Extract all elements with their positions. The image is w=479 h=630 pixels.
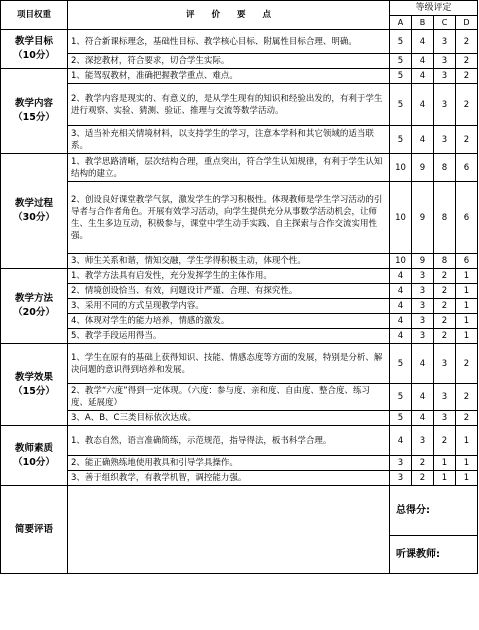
grade-score-a[interactable]: 4 [390, 314, 412, 329]
grade-score-a[interactable]: 3 [390, 471, 412, 486]
grade-score-d[interactable]: 1 [456, 269, 478, 284]
criteria-body [1, 30, 478, 486]
category-name: 教学目标 [14, 36, 53, 47]
category-weight: （30分） [13, 212, 55, 223]
grade-score-b[interactable]: 2 [412, 456, 434, 471]
grade-score-a[interactable]: 5 [390, 384, 412, 411]
criterion-text: 1、学生在原有的基础上获得知识、技能、情感态度等方面的发展，特别是分析、解决问题的意识得到培养和发展。 [68, 344, 390, 384]
grade-score-c[interactable]: 2 [434, 314, 456, 329]
grade-score-a[interactable]: 10 [390, 154, 412, 182]
grade-score-b[interactable]: 3 [412, 426, 434, 456]
grade-score-c[interactable]: 3 [434, 84, 456, 126]
grade-score-d[interactable]: 2 [456, 54, 478, 69]
grade-score-a[interactable]: 4 [390, 284, 412, 299]
grade-score-d[interactable]: 2 [456, 30, 478, 54]
criterion-text: 2、教学内容是现实的、有意义的，是从学生现有的知识和经验出发的，有利于学生进行观察、实验、猜测、验证、推理与交流等数学活动。 [68, 84, 390, 126]
criterion-text: 1、教学思路清晰，层次结构合理，重点突出，符合学生认知规律，有利于学生认知结构的建立。 [68, 154, 390, 182]
criterion-text: 3、A、B、C三类目标依次达成。 [68, 411, 390, 426]
grade-score-c[interactable]: 8 [434, 154, 456, 182]
category-weight: （10分） [13, 456, 55, 468]
table-row [1, 344, 478, 384]
grade-score-a[interactable]: 10 [390, 182, 412, 254]
grade-score-b[interactable]: 3 [412, 269, 434, 284]
category-weight: （15分） [13, 385, 55, 397]
grade-score-c[interactable]: 3 [434, 69, 456, 84]
criterion-text: 3、善于组织教学，有教学机智，调控能力强。 [68, 471, 390, 486]
category-cell [1, 269, 68, 344]
table-row [1, 84, 478, 126]
grade-score-b[interactable]: 4 [412, 126, 434, 154]
category-name: 教学方法 [14, 293, 53, 304]
grade-score-d[interactable]: 2 [456, 411, 478, 426]
criterion-text: 5、教学手段运用得当。 [68, 329, 390, 344]
grade-score-b[interactable]: 4 [412, 54, 434, 69]
category-cell [1, 344, 68, 426]
table-row [1, 154, 478, 182]
grade-score-d[interactable]: 2 [456, 84, 478, 126]
grade-score-b[interactable]: 4 [412, 84, 434, 126]
table-row [1, 471, 478, 486]
grade-a-header: A [390, 16, 412, 30]
comment-area[interactable] [68, 486, 390, 574]
grade-score-b[interactable]: 9 [412, 182, 434, 254]
grade-score-c[interactable]: 3 [434, 54, 456, 69]
category-weight: （10分） [13, 50, 55, 61]
category-cell [1, 69, 68, 154]
grade-score-a[interactable]: 4 [390, 329, 412, 344]
table-row [1, 314, 478, 329]
grade-score-d[interactable]: 1 [456, 426, 478, 456]
grade-score-c[interactable]: 8 [434, 254, 456, 269]
grade-c-header: C [434, 16, 456, 30]
criterion-text: 1、符合新课标理念，基础性目标、教学核心目标、附属性目标合理、明确。 [68, 30, 390, 54]
grade-score-c[interactable]: 1 [434, 456, 456, 471]
grade-score-d[interactable]: 6 [456, 254, 478, 269]
grade-score-a[interactable]: 5 [390, 30, 412, 54]
table-row [1, 269, 478, 284]
grade-score-d[interactable]: 2 [456, 69, 478, 84]
criterion-text: 2、能正确熟练地使用教具和引导学具操作。 [68, 456, 390, 471]
grade-score-c[interactable]: 3 [434, 384, 456, 411]
grade-score-c[interactable]: 8 [434, 182, 456, 254]
grade-score-d[interactable]: 2 [456, 384, 478, 411]
table-row [1, 182, 478, 254]
table-row [1, 299, 478, 314]
grade-score-a[interactable]: 5 [390, 344, 412, 384]
grade-score-c[interactable]: 3 [434, 344, 456, 384]
table-row [1, 284, 478, 299]
criteria-header: 评 价 要 点 [68, 1, 390, 30]
grade-score-a[interactable]: 3 [390, 456, 412, 471]
category-name: 教学效果 [14, 371, 53, 383]
grade-score-b[interactable]: 2 [412, 471, 434, 486]
category-name: 教师素质 [14, 442, 53, 454]
category-cell [1, 154, 68, 269]
grade-score-d[interactable]: 2 [456, 344, 478, 384]
category-name: 教学过程 [14, 198, 53, 209]
grade-score-b[interactable]: 3 [412, 284, 434, 299]
criterion-text: 1、教学方法具有启发性，充分发挥学生的主体作用。 [68, 269, 390, 284]
table-row [1, 456, 478, 471]
category-cell [1, 30, 68, 69]
grade-d-header: D [456, 16, 478, 30]
grade-score-b[interactable]: 4 [412, 30, 434, 54]
grade-score-d[interactable]: 1 [456, 456, 478, 471]
criterion-text: 2、创设良好课堂教学气氛，激发学生的学习积极性。体现教师是学生学习活动的引导者与合作者角色。开展有效学习活动，向学生提供充分从事数学活动机会，让师生、生生多边互动，积极参与，课堂中学生动手实践、自主探索与合作交流实用性强。 [68, 182, 390, 254]
grade-score-a[interactable]: 5 [390, 69, 412, 84]
grade-score-b[interactable]: 4 [412, 69, 434, 84]
criterion-text: 4、体现对学生的能力培养，情感的激发。 [68, 314, 390, 329]
criterion-text: 2、教学“六度”得到一定体现。（六度：参与度、亲和度、自由度、整合度、练习度、延展度） [68, 384, 390, 411]
grade-score-a[interactable]: 4 [390, 426, 412, 456]
table-row [1, 426, 478, 456]
table-row [1, 30, 478, 54]
grade-score-b[interactable]: 3 [412, 314, 434, 329]
table-row [1, 254, 478, 269]
grade-score-a[interactable]: 4 [390, 269, 412, 284]
grade-score-a[interactable]: 5 [390, 54, 412, 69]
grade-score-c[interactable]: 2 [434, 299, 456, 314]
grade-score-a[interactable]: 10 [390, 254, 412, 269]
table-row [1, 54, 478, 69]
grade-score-a[interactable]: 5 [390, 84, 412, 126]
grade-score-d[interactable]: 1 [456, 314, 478, 329]
grade-score-d[interactable]: 1 [456, 284, 478, 299]
grade-score-d[interactable]: 1 [456, 471, 478, 486]
grade-group-header: 等级评定 [390, 1, 478, 16]
total-score-label: 总得分: [390, 486, 478, 536]
grade-score-c[interactable]: 2 [434, 269, 456, 284]
grade-score-c[interactable]: 3 [434, 411, 456, 426]
grade-score-b[interactable]: 4 [412, 411, 434, 426]
criterion-text: 3、采用不同的方式呈现教学内容。 [68, 299, 390, 314]
category-weight: （20分） [13, 307, 55, 318]
comment-label: 简要评语 [1, 486, 68, 574]
table-row [1, 384, 478, 411]
grade-score-b[interactable]: 4 [412, 344, 434, 384]
grade-score-d[interactable]: 6 [456, 154, 478, 182]
table-row [1, 126, 478, 154]
grade-b-header: B [412, 16, 434, 30]
grade-score-c[interactable]: 2 [434, 329, 456, 344]
grade-score-c[interactable]: 3 [434, 30, 456, 54]
criterion-text: 3、适当补充相关情境材料，以支持学生的学习，注意本学科和其它领域的适当联系。 [68, 126, 390, 154]
table-row [1, 329, 478, 344]
criterion-text: 1、能驾驭教材，准确把握教学重点、难点。 [68, 69, 390, 84]
category-cell [1, 426, 68, 486]
grade-score-d[interactable]: 6 [456, 182, 478, 254]
grade-score-d[interactable]: 1 [456, 329, 478, 344]
grade-score-c[interactable]: 2 [434, 284, 456, 299]
grade-score-c[interactable]: 1 [434, 471, 456, 486]
table-row [1, 69, 478, 84]
grade-score-b[interactable]: 4 [412, 384, 434, 411]
grade-score-b[interactable]: 9 [412, 154, 434, 182]
grade-score-b[interactable]: 3 [412, 299, 434, 314]
grade-score-a[interactable]: 4 [390, 299, 412, 314]
observer-teacher-label: 听课教师: [390, 536, 478, 574]
item-weight-header: 项目权重 [1, 1, 68, 30]
criterion-text: 2、情境创设恰当、有效，问题设计严谨、合理、有探究性。 [68, 284, 390, 299]
criterion-text: 3、师生关系和谐，情知交融，学生学得积极主动，体现个性。 [68, 254, 390, 269]
grade-score-c[interactable]: 3 [434, 126, 456, 154]
criterion-text: 1、教态自然，语言准确简练，示范规范，指导得法，板书科学合理。 [68, 426, 390, 456]
grade-score-d[interactable]: 1 [456, 299, 478, 314]
grade-score-b[interactable]: 9 [412, 254, 434, 269]
category-name: 教学内容 [14, 98, 53, 109]
grade-score-a[interactable]: 5 [390, 126, 412, 154]
category-weight: （15分） [13, 112, 55, 123]
criterion-text: 2、深挖教材，符合要求，切合学生实际。 [68, 54, 390, 69]
table-row [1, 411, 478, 426]
grade-score-c[interactable]: 2 [434, 426, 456, 456]
grade-score-a[interactable]: 5 [390, 411, 412, 426]
grade-score-d[interactable]: 2 [456, 126, 478, 154]
grade-score-b[interactable]: 3 [412, 329, 434, 344]
